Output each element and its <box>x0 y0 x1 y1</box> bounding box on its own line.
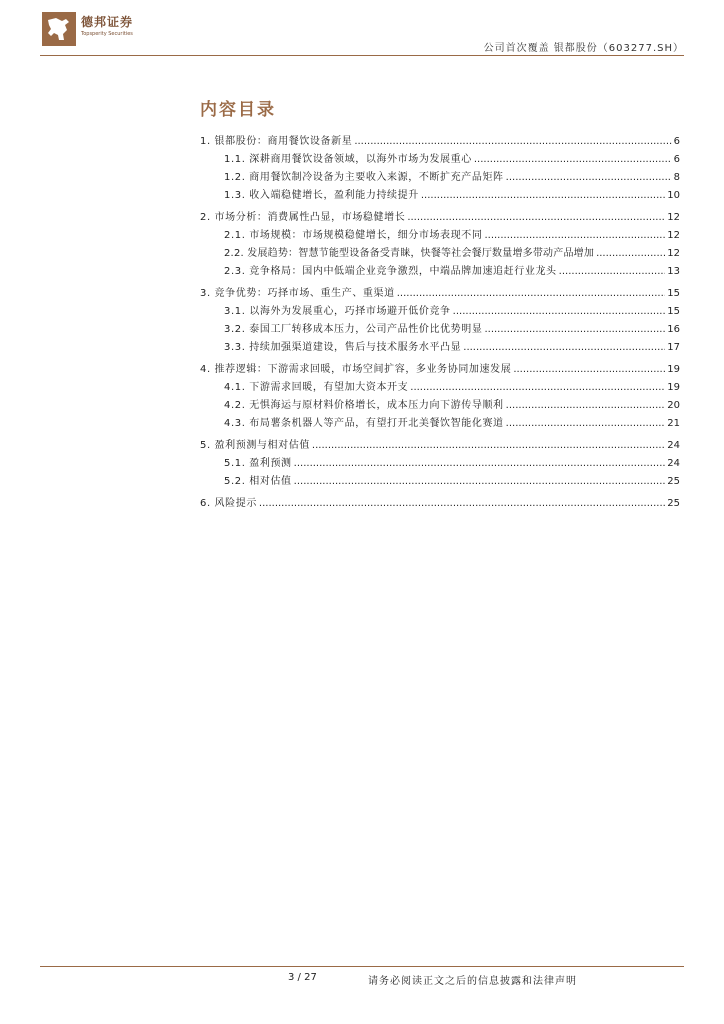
toc-entry-label: 5.1. 盈利预测 <box>224 458 292 469</box>
report-info: 公司首次覆盖 银都股份（603277.SH） <box>483 43 684 54</box>
toc-entry-label: 3. 竞争优势：巧择市场、重生产、重渠道 <box>200 288 395 299</box>
toc-entry[interactable] <box>224 323 680 337</box>
toc-leader <box>506 417 666 431</box>
toc-entry[interactable] <box>224 189 680 203</box>
toc-leader <box>397 287 666 301</box>
toc-entry[interactable] <box>200 211 680 225</box>
toc-entry[interactable] <box>224 381 680 395</box>
toc-leader <box>421 189 665 203</box>
toc-entry-page: 6 <box>673 136 680 147</box>
toc-entry[interactable] <box>200 135 680 149</box>
toc-leader <box>513 363 665 377</box>
toc-entry-label: 4.3. 布局薯条机器人等产品，有望打开北美餐饮智能化赛道 <box>224 418 504 429</box>
toc-leader <box>453 305 666 319</box>
toc-entry-label: 2.3. 竞争格局：国内中低端企业竞争激烈，中端品牌加速追赶行业龙头 <box>224 266 557 277</box>
toc-entry[interactable] <box>224 417 680 431</box>
toc-entry-label: 1.2. 商用餐饮制冷设备为主要收入来源，不断扩充产品矩阵 <box>224 172 504 183</box>
toc-entry[interactable] <box>224 457 680 471</box>
toc-entry-page: 24 <box>667 458 680 469</box>
toc-leader <box>294 457 666 471</box>
toc-entry-page: 24 <box>667 440 680 451</box>
toc-leader <box>410 381 665 395</box>
toc-entry-page: 21 <box>667 418 680 429</box>
toc-leader <box>294 475 666 489</box>
toc-entry-label: 1.1. 深耕商用餐饮设备领域，以海外市场为发展重心 <box>224 154 472 165</box>
toc-entry-label: 5. 盈利预测与相对估值 <box>200 440 310 451</box>
toc-entry-page: 15 <box>667 306 680 317</box>
toc-leader <box>407 211 665 225</box>
toc-entry-label: 2. 市场分析：消费属性凸显，市场稳健增长 <box>200 212 406 223</box>
toc-entry-page: 10 <box>667 190 680 201</box>
toc-leader <box>506 171 672 185</box>
toc-entry-label: 4.2. 无惧海运与原材料价格增长，成本压力向下游传导顺利 <box>224 400 504 411</box>
toc-entry-page: 20 <box>667 400 680 411</box>
toc-title: 内容目录 <box>200 100 276 120</box>
toc-leader <box>259 497 665 511</box>
toc-leader <box>463 341 665 355</box>
toc-entry-page: 12 <box>667 212 680 223</box>
toc-entry[interactable] <box>224 153 680 167</box>
toc-entry-label: 2.2. 发展趋势：智慧节能型设备备受青睐，快餐等社会餐厅数量增多带动产品增加 <box>224 248 595 259</box>
logo-name-en: Topsperity Securities <box>81 31 133 37</box>
toc-entry-label: 3.1. 以海外为发展重心，巧择市场避开低价竞争 <box>224 306 451 317</box>
toc-entry[interactable] <box>200 497 680 511</box>
header-divider <box>40 55 684 56</box>
toc-entry[interactable] <box>224 305 680 319</box>
toc-entry-label: 3.2. 泰国工厂转移成本压力，公司产品性价比优势明显 <box>224 324 483 335</box>
toc-leader <box>312 439 665 453</box>
toc-leader <box>596 247 665 261</box>
toc-entry-page: 15 <box>667 288 680 299</box>
toc-entry[interactable] <box>224 171 680 185</box>
company-logo <box>42 12 133 46</box>
toc-entry-page: 17 <box>667 342 680 353</box>
toc-entry[interactable] <box>224 399 680 413</box>
toc-entry[interactable] <box>200 363 680 377</box>
toc-entry-label: 6. 风险提示 <box>200 498 257 509</box>
logo-name-cn: 德邦证券 <box>81 15 134 29</box>
toc-leader <box>484 229 665 243</box>
toc-entry-page: 25 <box>667 476 680 487</box>
toc-leader <box>506 399 666 413</box>
toc-entry-label: 1. 银都股份：商用餐饮设备新星 <box>200 136 353 147</box>
toc-leader <box>559 265 666 279</box>
toc-entry-page: 13 <box>667 266 680 277</box>
toc-entry-label: 2.1. 市场规模：市场规模稳健增长，细分市场表现不同 <box>224 230 483 241</box>
toc-entry-label: 1.3. 收入端稳健增长，盈利能力持续提升 <box>224 190 419 201</box>
toc-entry-page: 19 <box>667 364 680 375</box>
toc-leader <box>474 153 672 167</box>
toc-leader <box>484 323 665 337</box>
toc-entry-page: 12 <box>667 248 680 259</box>
toc-entry-page: 12 <box>667 230 680 241</box>
footer-divider <box>40 966 684 967</box>
toc-entry[interactable] <box>200 287 680 301</box>
toc-entry-page: 25 <box>667 498 680 509</box>
toc-entry-page: 19 <box>667 382 680 393</box>
toc-entry[interactable] <box>224 475 680 489</box>
toc-entry[interactable] <box>200 439 680 453</box>
disclaimer-note: 请务必阅读正文之后的信息披露和法律声明 <box>368 976 577 987</box>
toc-entry[interactable] <box>224 341 680 355</box>
toc-entry[interactable] <box>224 229 680 243</box>
toc-entry-label: 4. 推荐逻辑：下游需求回暖，市场空间扩容，多业务协同加速发展 <box>200 364 512 375</box>
toc-entry-page: 16 <box>667 324 680 335</box>
toc-entry-page: 6 <box>673 154 680 165</box>
toc-entry-label: 3.3. 持续加强渠道建设，售后与技术服务水平凸显 <box>224 342 462 353</box>
toc-entry-page: 8 <box>673 172 680 183</box>
toc-entry[interactable] <box>224 265 680 279</box>
toc-entry[interactable] <box>224 247 680 261</box>
toc-entry-label: 4.1. 下游需求回暖，有望加大资本开支 <box>224 382 409 393</box>
toc-entry-label: 5.2. 相对估值 <box>224 476 292 487</box>
logo-emblem-icon <box>42 12 76 46</box>
toc-leader <box>354 135 671 149</box>
page-number: 3 / 27 <box>288 972 317 983</box>
